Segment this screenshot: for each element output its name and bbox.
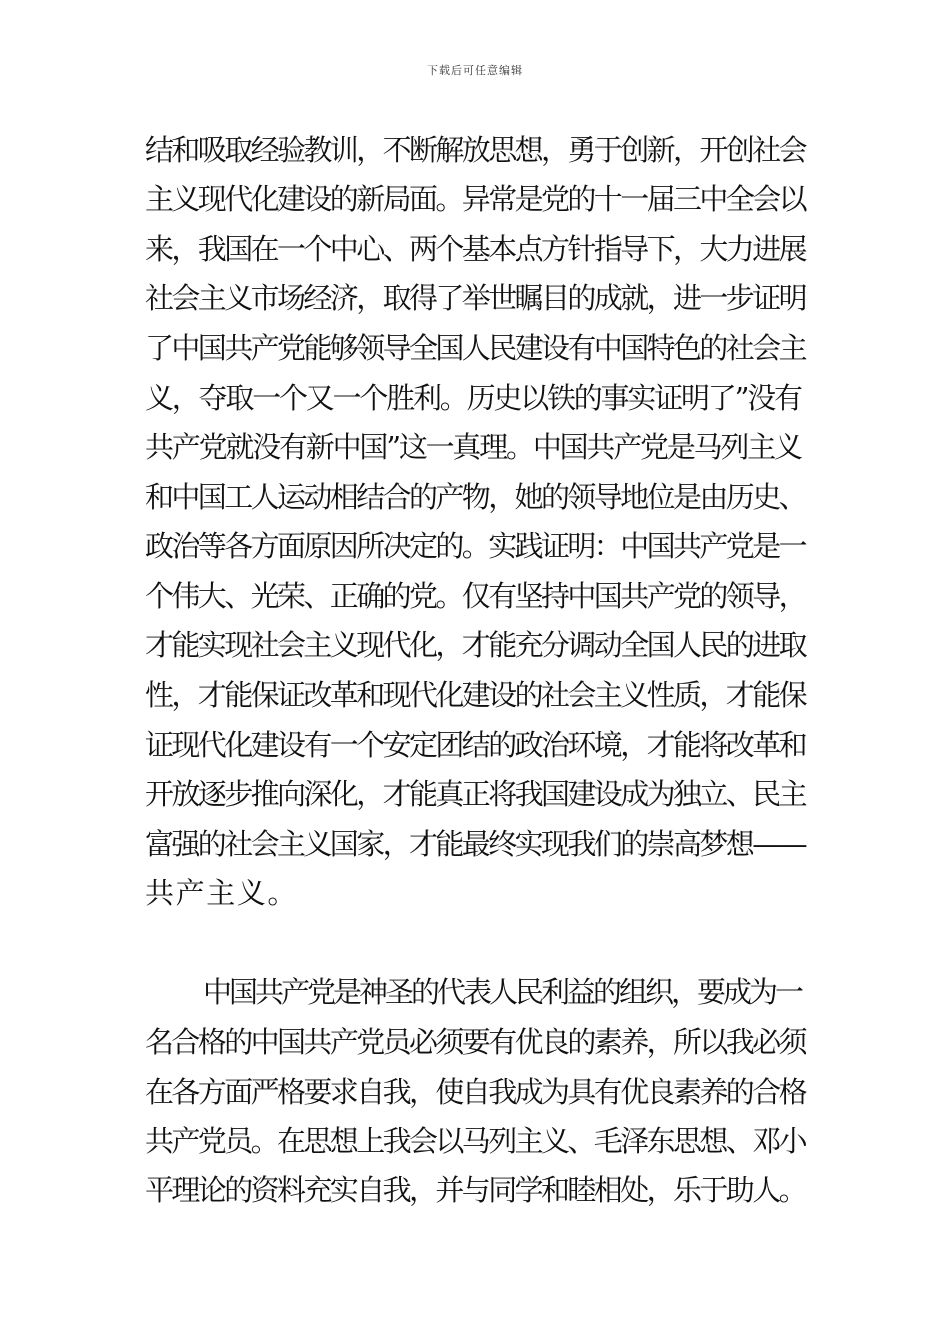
- text-line: 才能实现社会主义现代化，才能充分调动全国人民的进取: [145, 628, 806, 662]
- text-line: 主义现代化建设的新局面。异常是党的十一届三中全会以: [145, 182, 806, 216]
- text-line: 来，我国在一个中心、两个基本点方针指导下，大力进展: [145, 232, 806, 266]
- text-line: 政治等各方面原因所决定的。实践证明：中国共产党是一: [145, 529, 806, 563]
- text-line: 了中国共产党能够领导全国人民建设有中国特色的社会主: [145, 331, 806, 365]
- text-line: 社会主义市场经济，取得了举世瞩目的成就，进一步证明: [145, 281, 806, 315]
- text-line: 和中国工人运动相结合的产物，她的领导地位是由历史、: [145, 480, 806, 514]
- text-line: 名合格的中国共产党员必须要有优良的素养，所以我必须: [145, 1025, 806, 1059]
- text-line: 平理论的资料充实自我，并与同学和睦相处，乐于助人。: [145, 1173, 806, 1207]
- text-line: 证现代化建设有一个安定团结的政治环境，才能将改革和: [145, 728, 806, 762]
- text-line: 共产党就没有新中国”这一真理。中国共产党是马列主义: [145, 430, 801, 464]
- text-line: 义，夺取一个又一个胜利。历史以铁的事实证明了”没有: [145, 381, 801, 415]
- text-line: 共产主义。: [145, 876, 299, 910]
- text-line: 在各方面严格要求自我，使自我成为具有优良素养的合格: [145, 1075, 806, 1109]
- text-line: 性，才能保证改革和现代化建设的社会主义性质，才能保: [145, 678, 806, 712]
- text-line: 个伟大、光荣、正确的党。仅有坚持中国共产党的领导，: [145, 579, 806, 613]
- page-header: 下载后可任意编辑: [427, 64, 523, 77]
- text-line: 共产党员。在思想上我会以马列主义、毛泽东思想、邓小: [145, 1124, 806, 1158]
- text-line: 开放逐步推向深化，才能真正将我国建设成为独立、民主: [145, 777, 806, 811]
- text-line: 富强的社会主义国家，才能最终实现我们的崇高梦想——: [145, 827, 806, 861]
- text-line: 中国共产党是神圣的代表人民利益的组织，要成为一: [203, 975, 802, 1009]
- text-line: 结和吸取经验教训，不断解放思想，勇于创新，开创社会: [145, 133, 806, 167]
